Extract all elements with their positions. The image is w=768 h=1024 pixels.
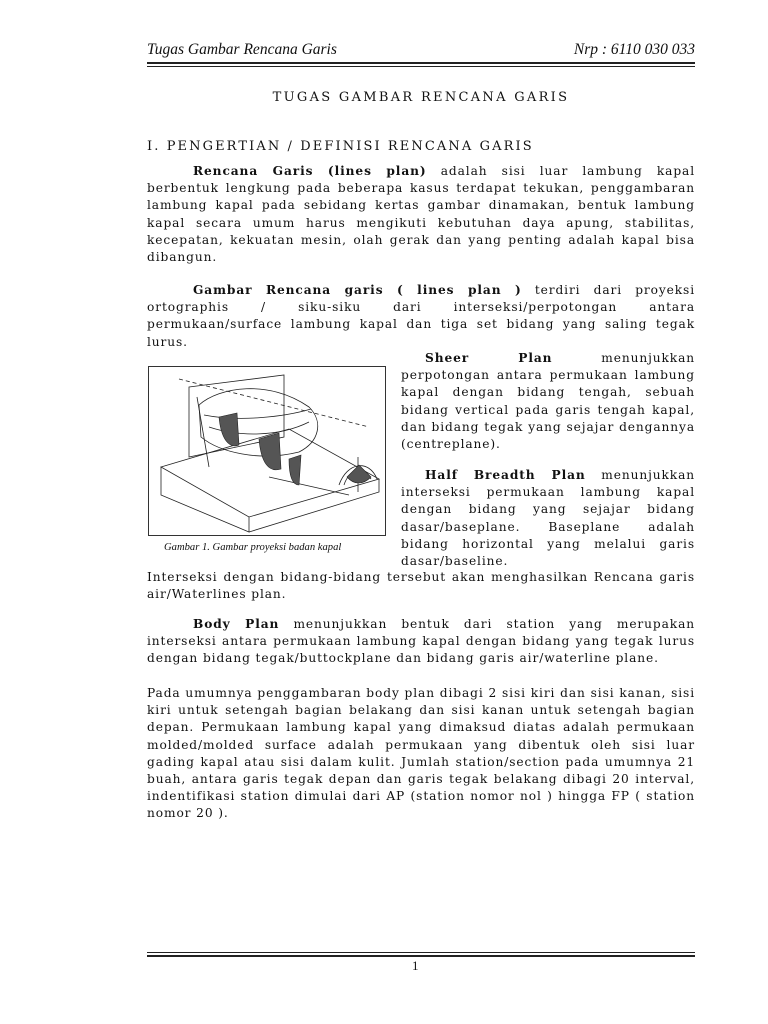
paragraph-interseksi: Interseksi dengan bidang-bidang tersebut akan menghasilkan Rencana garis air/Waterlines plan. [147,570,695,602]
document-title: TUGAS GAMBAR RENCANA GARIS [272,90,570,105]
ship-projection-figure [148,366,386,536]
ship-projection-drawing [149,367,385,535]
header-nrp: Nrp : 6110 030 033 [573,41,695,58]
paragraph-text: menunjukkan interseksi permukaan lambung kapal dengan bidang yang sejajar bidang dasar/baseplane. Baseplane adalah bidang horizontal yang melalui garis dasar/baseline. [401,468,695,569]
term-gambar-rencana-garis: Gambar Rencana garis ( lines plan ) [193,283,522,297]
paragraph-text: menunjukkan perpotongan antara permukaan lambung kapal dengan bidang tengah, sebuah bidang vertical pada garis tengah kapal, dan bidang tegak yang sejajar dengannya (centreplane). [401,351,695,452]
header-rule [147,62,695,64]
paragraph-body-plan [147,616,695,668]
paragraph-text: adalah sisi luar lambung kapal berbentuk lengkung pada beberapa kasus terdapat tekukan, penggambaran lambung kapal pada sebidang kertas gambar dinamakan, bentuk lambung kapal secara umum harus mengikuti kebutuhan daya apung, stabilitas, kecepatan, kekuatan mesin, olah gerak dan yang penting adalah kapal bisa dibangun. [147,164,695,265]
header-rule-thin [147,66,695,67]
paragraph-text: menunjukkan bentuk dari station yang merupakan interseksi antara permukaan lambung kapal dengan bidang yang tegak lurus dengan bidang tegak/buttockplane dan bidang garis air/waterline plane. [147,617,695,666]
page-number: 1 [412,958,419,973]
section-heading: I. PENGERTIAN / DEFINISI RENCANA GARIS [147,139,534,154]
paragraph-rencana-garis [147,163,695,266]
paragraph-text: terdiri dari proyeksi ortographis / siku-siku dari interseksi/perpotongan antara permukaan/surface lambung kapal dan tiga set bidang yang saling tegak lurus. [147,283,695,349]
header-title: Tugas Gambar Rencana Garis [147,41,337,58]
term-sheer-plan: Sheer Plan [425,351,553,365]
paragraph-half-breadth-plan [401,467,695,570]
term-rencana-garis: Rencana Garis (lines plan) [193,164,427,178]
paragraph-sheer-plan [401,350,695,453]
footer-rule-thin [147,952,695,953]
term-half-breadth-plan: Half Breadth Plan [425,468,586,482]
figure-caption: Gambar 1. Gambar proyeksi badan kapal [164,542,342,553]
paragraph-gambar-rencana [147,282,695,351]
footer-rule [147,955,695,957]
page-header [147,41,695,61]
term-body-plan: Body Plan [193,617,280,631]
paragraph-body-plan-detail: Pada umumnya penggambaran body plan dibagi 2 sisi kiri dan sisi kanan, sisi kiri untuk setengah bagian belakang dan sisi kanan untuk setengah bagian depan. Permukaan lambung kapal yang dimaksud diatas adalah permukaan molded/molded surface adalah permukaan yang dibentuk oleh sisi luar gading kapal atau sisi dalam kulit. Jumlah station/section pada umumnya 21 buah, antara garis tegak depan dan garis tegak belakang dibagi 20 interval, indentifikasi station dimulai dari AP (station nomor nol ) hingga FP ( station nomor 20 ). [147,686,695,821]
